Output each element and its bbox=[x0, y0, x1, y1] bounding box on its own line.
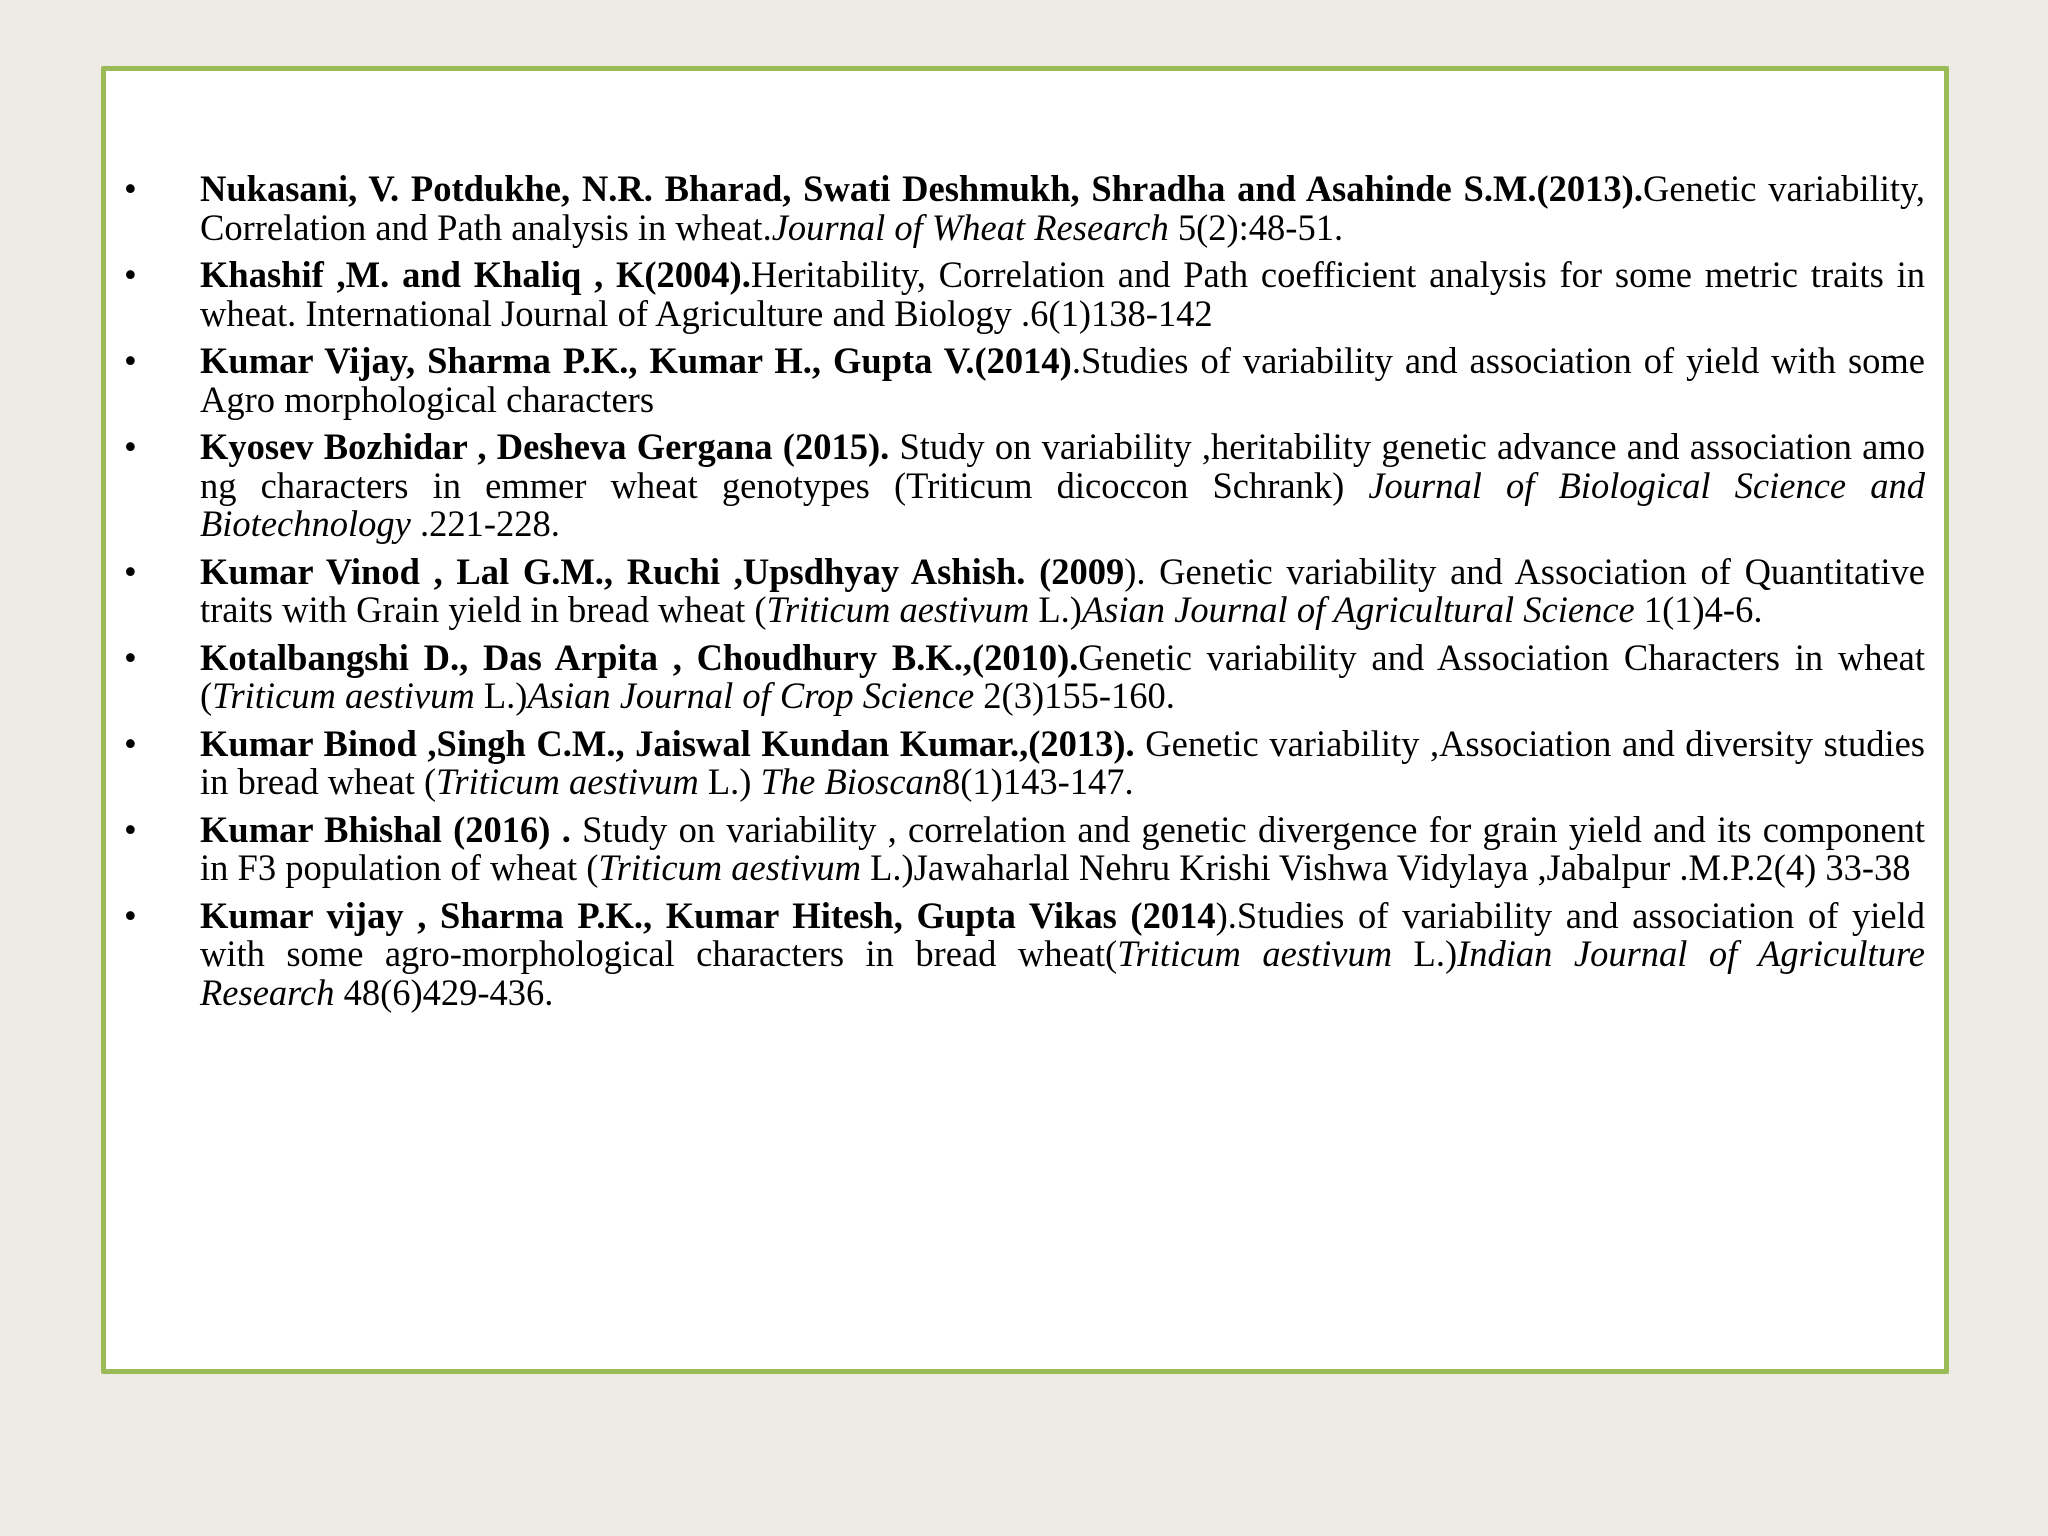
reference-item bbox=[124, 636, 1925, 716]
reference-text: .Studies of variability and association of yield with some Agro morphological characters bbox=[200, 340, 1926, 420]
species-name: Triticum aestivum bbox=[766, 589, 1030, 630]
reference-authors: Khashif ,M. and Khaliq , K(2004). bbox=[200, 254, 751, 295]
reference-text: ). Genetic variability and Association of Quantitative traits with Grain yield in bread wheat ( bbox=[200, 550, 1925, 630]
reference-text: 48(6)429-436. bbox=[334, 971, 554, 1013]
reference-text: L.) bbox=[1392, 933, 1458, 974]
reference-text: Heritability, Correlation and Path coefficient analysis for some metric traits in wheat. International Journal of Agriculture and Biology .6(1)138-142 bbox=[200, 254, 1925, 334]
reference-item bbox=[124, 168, 1925, 248]
reference-text: 8(1)143-147. bbox=[942, 761, 1134, 802]
reference-journal: Asian Journal of Agricultural Science bbox=[1081, 589, 1635, 630]
reference-item bbox=[124, 426, 1925, 544]
reference-journal: Indian Journal of Agriculture Research bbox=[200, 933, 1925, 1013]
reference-text: 1(1)4-6. bbox=[1634, 589, 1763, 630]
reference-text: L.)Jawaharlal Nehru Krishi Vishwa Vidylaya ,Jabalpur .M.P.2(4) 33-38 bbox=[861, 847, 1911, 888]
reference-text: Genetic variability ,Association and diversity studies in bread wheat ( bbox=[200, 722, 1925, 802]
reference-text: Study on variability ,heritability genetic advance and association amo ng characters in emmer wheat genotypes (Triticum dicoccon Schrank) bbox=[200, 426, 1925, 506]
reference-item bbox=[124, 894, 1925, 1013]
reference-text: L.) bbox=[1029, 589, 1082, 630]
reference-authors: Kotalbangshi D., Das Arpita , Choudhury B.K.,(2010). bbox=[200, 636, 1079, 678]
reference-text: 2(3)155-160. bbox=[974, 675, 1175, 716]
species-name: Triticum aestivum bbox=[1117, 933, 1393, 974]
reference-journal: Journal of Biological Science and Biotechnology bbox=[200, 464, 1925, 544]
reference-list bbox=[124, 168, 1926, 1021]
reference-text: L.) bbox=[474, 675, 528, 716]
bullet: • bbox=[124, 426, 137, 467]
species-name: Triticum aestivum bbox=[436, 761, 699, 802]
species-name: Triticum aestivum bbox=[212, 675, 475, 716]
reference-text: .221-228. bbox=[410, 503, 560, 544]
reference-authors: Kyosev Bozhidar , Desheva Gergana (2015). bbox=[200, 426, 890, 467]
reference-text: 5(2):48-51. bbox=[1168, 206, 1344, 248]
reference-text: L.) bbox=[698, 761, 761, 802]
reference-item bbox=[124, 254, 1925, 334]
reference-authors: Kumar Vinod , Lal G.M., Ruchi ,Upsdhyay Ashish. (2009 bbox=[200, 550, 1125, 592]
bullet: • bbox=[124, 550, 137, 592]
bullet: • bbox=[124, 894, 137, 936]
reference-journal: Journal of Wheat Research bbox=[771, 206, 1169, 248]
reference-authors: Kumar vijay , Sharma P.K., Kumar Hitesh, Gupta Vikas (2014 bbox=[200, 894, 1216, 936]
reference-authors: Kumar Bhishal (2016) . bbox=[200, 808, 571, 850]
reference-item bbox=[124, 808, 1925, 888]
reference-authors: Kumar Vijay, Sharma P.K., Kumar H., Gupta V.(2014) bbox=[200, 340, 1072, 381]
bullet: • bbox=[124, 808, 137, 850]
reference-item bbox=[124, 722, 1925, 802]
bullet: • bbox=[124, 636, 137, 678]
reference-text: ).Studies of variability and association of yield with some agro-morphological characters in bread wheat( bbox=[200, 894, 1925, 974]
reference-journal: Asian Journal of Crop Science bbox=[527, 675, 975, 716]
reference-item bbox=[124, 550, 1925, 630]
reference-text: Study on variability , correlation and genetic divergence for grain yield and its component in F3 population of wheat ( bbox=[200, 808, 1925, 888]
reference-text: Genetic variability, Correlation and Path analysis in wheat. bbox=[200, 168, 1925, 248]
species-name: Triticum aestivum bbox=[598, 847, 861, 888]
reference-authors: Nukasani, V. Potdukhe, N.R. Bharad, Swati Deshmukh, Shradha and Asahinde S.M.(2013). bbox=[200, 168, 1643, 209]
bullet: • bbox=[124, 254, 137, 295]
bullet: • bbox=[124, 722, 137, 764]
reference-text: Genetic variability and Association Characters in wheat ( bbox=[200, 636, 1925, 716]
bullet: • bbox=[124, 168, 137, 209]
reference-item bbox=[124, 340, 1926, 420]
bullet: • bbox=[124, 340, 137, 381]
reference-authors: Kumar Binod ,Singh C.M., Jaiswal Kundan Kumar.,(2013). bbox=[200, 722, 1135, 764]
reference-journal: The Bioscan bbox=[760, 761, 943, 802]
